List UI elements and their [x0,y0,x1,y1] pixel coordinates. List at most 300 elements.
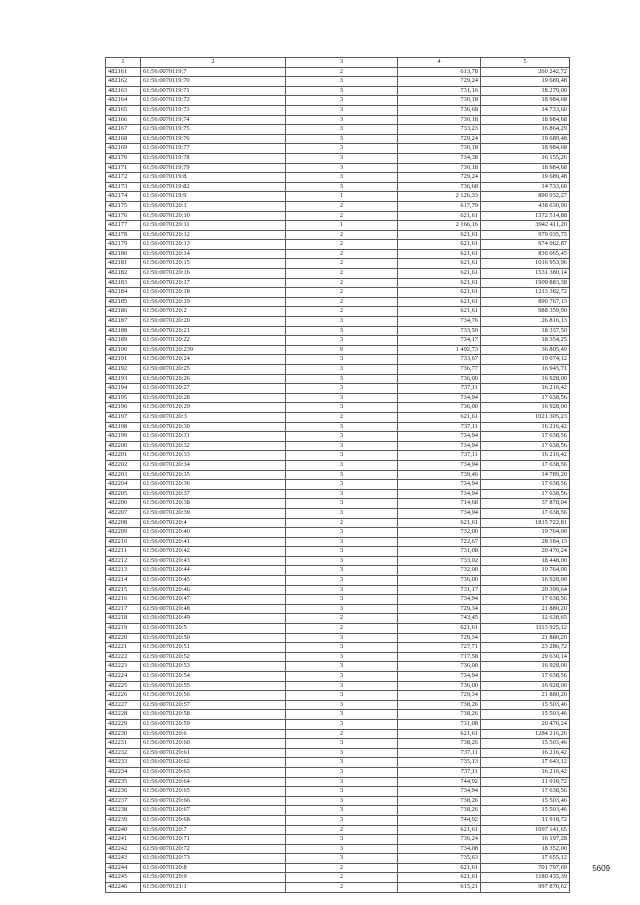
cadastral-number-cell: 61:56:0070120:58 [141,710,286,720]
group-cell: 2 [286,883,398,893]
record-number-cell: 482199 [106,432,141,442]
rate-cell: 738,26 [398,700,481,710]
table-row [106,259,570,269]
record-number-cell: 482237 [106,796,141,806]
record-number-cell: 482167 [106,125,141,135]
value-cell: 997 870,62 [481,883,570,893]
cadastral-number-cell: 61:56:0070120:21 [141,326,286,336]
cadastral-number-cell: 61:56:0070119:77 [141,144,286,154]
record-number-cell: 482183 [106,278,141,288]
value-cell: 890 932,27 [481,192,570,202]
cadastral-number-cell: 61:56:0070120:71 [141,835,286,845]
table-row [106,662,570,672]
rate-cell: 2 126,33 [398,192,481,202]
rate-cell: 744,92 [398,815,481,825]
rate-cell: 735,13 [398,758,481,768]
table-row [106,249,570,259]
record-number-cell: 482174 [106,192,141,202]
rate-cell: 734,94 [398,787,481,797]
group-cell: 3 [286,537,398,547]
value-cell: 16 197,28 [481,835,570,845]
value-cell: 836 065,45 [481,249,570,259]
value-cell: 17 638,56 [481,393,570,403]
value-cell: 26 816,13 [481,317,570,327]
rate-cell: 729,24 [398,173,481,183]
record-number-cell: 482238 [106,806,141,816]
group-cell: 2 [286,873,398,883]
group-cell: 3 [286,163,398,173]
table-row [106,412,570,422]
record-number-cell: 482177 [106,221,141,231]
rate-cell: 736,77 [398,365,481,375]
record-number-cell: 482236 [106,787,141,797]
group-cell: 3 [286,86,398,96]
value-cell: 17 638,56 [481,460,570,470]
value-cell: 17 638,56 [481,489,570,499]
record-number-cell: 482184 [106,288,141,298]
record-number-cell: 482198 [106,422,141,432]
cadastral-number-cell: 61:56:0070119:9 [141,192,286,202]
record-number-cell: 482230 [106,729,141,739]
table-row [106,115,570,125]
rate-cell: 738,26 [398,739,481,749]
group-cell: 3 [286,844,398,854]
rate-cell: 621,61 [398,230,481,240]
value-cell: 16 864,29 [481,125,570,135]
value-cell: 19 689,48 [481,173,570,183]
record-number-cell: 482228 [106,710,141,720]
value-cell: 20 470,24 [481,719,570,729]
rate-cell: 738,26 [398,806,481,816]
table-row [106,643,570,653]
rate-cell: 736,00 [398,374,481,384]
cadastral-number-cell: 61:56:0070120:46 [141,585,286,595]
page-number: 5609 [592,864,610,873]
group-cell: 3 [286,739,398,749]
rate-cell: 739,46 [398,470,481,480]
record-number-cell: 482225 [106,681,141,691]
group-cell: 3 [286,566,398,576]
value-cell: 16 945,71 [481,365,570,375]
table-row [106,365,570,375]
group-cell: 3 [286,633,398,643]
value-cell: 15 503,46 [481,806,570,816]
cadastral-number-cell: 61:56:0070120:8 [141,863,286,873]
record-number-cell: 482239 [106,815,141,825]
value-cell: 18 984,68 [481,96,570,106]
rate-cell: 736,00 [398,403,481,413]
record-number-cell: 482173 [106,182,141,192]
group-cell: 3 [286,643,398,653]
table-body [106,67,570,892]
table-row [106,672,570,682]
group-cell: 2 [286,412,398,422]
value-cell: 18 279,00 [481,86,570,96]
record-number-cell: 482200 [106,441,141,451]
rate-cell: 731,16 [398,86,481,96]
group-cell: 2 [286,269,398,279]
value-cell: 16 928,00 [481,576,570,586]
group-cell: 3 [286,662,398,672]
rate-cell: 621,61 [398,288,481,298]
cadastral-number-cell: 61:56:0070120:6 [141,729,286,739]
value-cell: 18 337,50 [481,326,570,336]
rate-cell: 621,61 [398,249,481,259]
group-cell: 3 [286,336,398,346]
cadastral-number-cell: 61:56:0070120:10 [141,211,286,221]
cadastral-number-cell: 61:56:0070120:62 [141,758,286,768]
value-cell: 18 984,68 [481,144,570,154]
group-cell: 3 [286,528,398,538]
group-cell: 3 [286,585,398,595]
cadastral-number-cell: 61:56:0070120:18 [141,288,286,298]
value-cell: 19 764,00 [481,566,570,576]
cadastral-number-cell: 61:56:0070120:25 [141,365,286,375]
record-number-cell: 482166 [106,115,141,125]
cadastral-number-cell: 61:56:0070120:42 [141,547,286,557]
table-row [106,758,570,768]
cadastral-number-cell: 61:56:0070119:79 [141,163,286,173]
table-row [106,863,570,873]
rate-cell: 737,11 [398,748,481,758]
rate-cell: 736,00 [398,662,481,672]
group-cell: 3 [286,719,398,729]
cadastral-number-cell: 61:56:0070120:35 [141,470,286,480]
column-header-2: 2 [141,58,286,68]
rate-cell: 733,23 [398,125,481,135]
rate-cell: 736,00 [398,576,481,586]
record-number-cell: 482209 [106,528,141,538]
value-cell: 15 503,46 [481,739,570,749]
rate-cell: 729,24 [398,77,481,87]
rate-cell: 736,00 [398,681,481,691]
rate-cell: 738,26 [398,710,481,720]
group-cell: 2 [286,240,398,250]
record-number-cell: 482245 [106,873,141,883]
group-cell: 3 [286,115,398,125]
cadastral-number-cell: 61:56:0070120:27 [141,384,286,394]
table-row [106,374,570,384]
table-row [106,854,570,864]
cadastral-number-cell: 61:56:0070120:30 [141,422,286,432]
value-cell: 19 074,12 [481,355,570,365]
table-row [106,595,570,605]
record-number-cell: 482204 [106,480,141,490]
group-cell: 3 [286,595,398,605]
rate-cell: 737,11 [398,451,481,461]
group-cell: 2 [286,614,398,624]
table-row [106,844,570,854]
value-cell: 16 928,00 [481,681,570,691]
table-row [106,317,570,327]
rate-cell: 733,67 [398,355,481,365]
record-number-cell: 482180 [106,249,141,259]
rate-cell: 734,17 [398,336,481,346]
table-row [106,873,570,883]
table-row [106,787,570,797]
record-number-cell: 482189 [106,336,141,346]
cadastral-number-cell: 61:56:0070120:59 [141,719,286,729]
rate-cell: 621,61 [398,863,481,873]
record-number-cell: 482164 [106,96,141,106]
rate-cell: 737,11 [398,384,481,394]
group-cell: 2 [286,67,398,77]
group-cell: 3 [286,576,398,586]
cadastral-number-cell: 61:56:0070120:17 [141,278,286,288]
table-row [106,288,570,298]
record-number-cell: 482181 [106,259,141,269]
record-number-cell: 482212 [106,556,141,566]
group-cell: 3 [286,748,398,758]
group-cell: 3 [286,105,398,115]
table-row [106,441,570,451]
cadastral-number-cell: 61:56:0070120:60 [141,739,286,749]
table-row [106,489,570,499]
record-number-cell: 482246 [106,883,141,893]
table-row [106,211,570,221]
rate-cell: 737,11 [398,422,481,432]
record-number-cell: 482175 [106,201,141,211]
value-cell: 974 062,87 [481,240,570,250]
group-cell: 3 [286,480,398,490]
value-cell: 1284 216,26 [481,729,570,739]
group-cell: 3 [286,796,398,806]
rate-cell: 735,63 [398,854,481,864]
record-number-cell: 482223 [106,662,141,672]
cadastral-number-cell: 61:56:0070119:71 [141,86,286,96]
record-number-cell: 482192 [106,365,141,375]
group-cell: 3 [286,672,398,682]
cadastral-number-cell: 61:56:0070120:39 [141,508,286,518]
rate-cell: 621,61 [398,211,481,221]
value-cell: 17 638,56 [481,508,570,518]
record-number-cell: 482162 [106,77,141,87]
record-number-cell: 482201 [106,451,141,461]
record-number-cell: 482244 [106,863,141,873]
rate-cell: 734,94 [398,508,481,518]
rate-cell: 734,94 [398,480,481,490]
cadastral-number-cell: 61:56:0070120:15 [141,259,286,269]
table-row [106,748,570,758]
record-number-cell: 482220 [106,633,141,643]
record-number-cell: 482194 [106,384,141,394]
value-cell: 17 638,56 [481,672,570,682]
cadastral-number-cell: 61:56:0070120:32 [141,441,286,451]
record-number-cell: 482232 [106,748,141,758]
table-row [106,221,570,231]
group-cell: 3 [286,153,398,163]
cadastral-number-cell: 61:56:0070120:56 [141,691,286,701]
record-number-cell: 482186 [106,307,141,317]
cadastral-number-cell: 61:56:0070120:43 [141,556,286,566]
value-cell: 11 918,72 [481,815,570,825]
rate-cell: 734,08 [398,844,481,854]
cadastral-number-cell: 61:56:0070119:73 [141,105,286,115]
record-number-cell: 482205 [106,489,141,499]
table-row [106,201,570,211]
group-cell: 3 [286,144,398,154]
value-cell: 20 470,24 [481,547,570,557]
table-row [106,624,570,634]
value-cell: 17 643,12 [481,758,570,768]
table-row [106,614,570,624]
rate-cell: 733,02 [398,556,481,566]
cadastral-number-cell: 61:56:0070120:11 [141,221,286,231]
record-number-cell: 482196 [106,403,141,413]
record-number-cell: 482165 [106,105,141,115]
rate-cell: 734,94 [398,595,481,605]
rate-cell: 621,61 [398,240,481,250]
rate-cell: 731,17 [398,585,481,595]
group-cell: 3 [286,422,398,432]
cadastral-number-cell: 61:56:0070120:1 [141,201,286,211]
table-row [106,729,570,739]
cadastral-number-cell: 61:56:0070120:2 [141,307,286,317]
table-row [106,297,570,307]
cadastral-number-cell: 61:56:0070120:49 [141,614,286,624]
rate-cell: 722,67 [398,537,481,547]
table-row [106,144,570,154]
table-row [106,883,570,893]
record-number-cell: 482233 [106,758,141,768]
column-header-1: 1 [106,58,141,68]
record-number-cell: 482163 [106,86,141,96]
value-cell: 21 880,20 [481,633,570,643]
rate-cell: 734,76 [398,317,481,327]
group-cell: 3 [286,777,398,787]
cadastral-number-cell: 61:56:0070120:16 [141,269,286,279]
group-cell: 3 [286,441,398,451]
cadastral-number-cell: 61:56:0070120:3 [141,412,286,422]
table-row [106,182,570,192]
group-cell: 3 [286,393,398,403]
value-cell: 1531 380,14 [481,269,570,279]
group-cell: 3 [286,547,398,557]
cadastral-number-cell: 61:56:0070120:24 [141,355,286,365]
record-number-cell: 482213 [106,566,141,576]
value-cell: 17 638,56 [481,480,570,490]
table-row [106,815,570,825]
group-cell: 3 [286,173,398,183]
value-cell: 701 797,69 [481,863,570,873]
cadastral-number-cell: 61:56:0070120:31 [141,432,286,442]
rate-cell: 744,92 [398,777,481,787]
record-number-cell: 482217 [106,604,141,614]
cadastral-number-cell: 61:56:0070120:33 [141,451,286,461]
record-number-cell: 482161 [106,67,141,77]
group-cell: 3 [286,758,398,768]
cadastral-number-cell: 61:56:0070120:20 [141,317,286,327]
cadastral-number-cell: 61:56:0070120:67 [141,806,286,816]
record-number-cell: 482227 [106,700,141,710]
group-cell: 2 [286,518,398,528]
cadastral-number-cell: 61:56:0070120:61 [141,748,286,758]
table-row [106,508,570,518]
group-cell: 2 [286,729,398,739]
group-cell: 2 [286,278,398,288]
value-cell: 36 805,49 [481,345,570,355]
rate-cell: 621,61 [398,624,481,634]
cadastral-number-cell: 61:56:0070120:36 [141,480,286,490]
group-cell: 3 [286,96,398,106]
group-cell: 3 [286,700,398,710]
document-page [105,57,570,893]
cadastral-number-cell: 61:56:0070120:45 [141,576,286,586]
value-cell: 1815 722,81 [481,518,570,528]
value-cell: 1097 141,65 [481,825,570,835]
record-number-cell: 482193 [106,374,141,384]
column-header-4: 4 [398,58,481,68]
value-cell: 890 767,13 [481,297,570,307]
cadastral-number-cell: 61:56:0070120:5 [141,624,286,634]
record-number-cell: 482221 [106,643,141,653]
value-cell: 1372 514,88 [481,211,570,221]
rate-cell: 730,18 [398,96,481,106]
value-cell: 1909 883,38 [481,278,570,288]
table-row [106,566,570,576]
table-row [106,307,570,317]
rate-cell: 730,18 [398,144,481,154]
value-cell: 15 503,46 [481,700,570,710]
table-row [106,355,570,365]
record-number-cell: 482172 [106,173,141,183]
group-cell: 2 [286,230,398,240]
value-cell: 23 286,72 [481,643,570,653]
record-number-cell: 482242 [106,844,141,854]
table-row [106,432,570,442]
group-cell: 3 [286,806,398,816]
value-cell: 16 216,42 [481,451,570,461]
cadastral-number-cell: 61:56:0070120:68 [141,815,286,825]
table-row [106,153,570,163]
record-number-cell: 482211 [106,547,141,557]
rate-cell: 743,45 [398,614,481,624]
record-number-cell: 482169 [106,144,141,154]
group-cell: 2 [286,201,398,211]
record-number-cell: 482178 [106,230,141,240]
rate-cell: 729,24 [398,134,481,144]
rate-cell: 613,78 [398,67,481,77]
group-cell: 2 [286,307,398,317]
table-row [106,796,570,806]
value-cell: 16 928,00 [481,662,570,672]
value-cell: 14 733,60 [481,105,570,115]
rate-cell: 729,34 [398,604,481,614]
group-cell: 3 [286,835,398,845]
rate-cell: 621,61 [398,412,481,422]
value-cell: 18 354,25 [481,336,570,346]
value-cell: 16 216,42 [481,422,570,432]
cadastral-number-cell: 61:56:0070120:47 [141,595,286,605]
group-cell: 3 [286,787,398,797]
cadastral-number-cell: 61:56:0070120:7 [141,825,286,835]
cadastral-number-cell: 61:56:0070120:19 [141,297,286,307]
value-cell: 14 789,20 [481,470,570,480]
value-cell: 11 918,72 [481,777,570,787]
rate-cell: 736,24 [398,835,481,845]
value-cell: 15 503,46 [481,710,570,720]
rate-cell: 734,94 [398,460,481,470]
value-cell: 37 878,04 [481,499,570,509]
cadastral-number-cell: 61:56:0070120:72 [141,844,286,854]
rate-cell: 621,61 [398,729,481,739]
table-row [106,384,570,394]
cadastral-number-cell: 61:56:0070119:7 [141,67,286,77]
group-cell: 3 [286,508,398,518]
cadastral-number-cell: 61:56:0070119:74 [141,115,286,125]
cadastral-number-cell: 61:56:0070120:64 [141,777,286,787]
rate-cell: 737,11 [398,767,481,777]
